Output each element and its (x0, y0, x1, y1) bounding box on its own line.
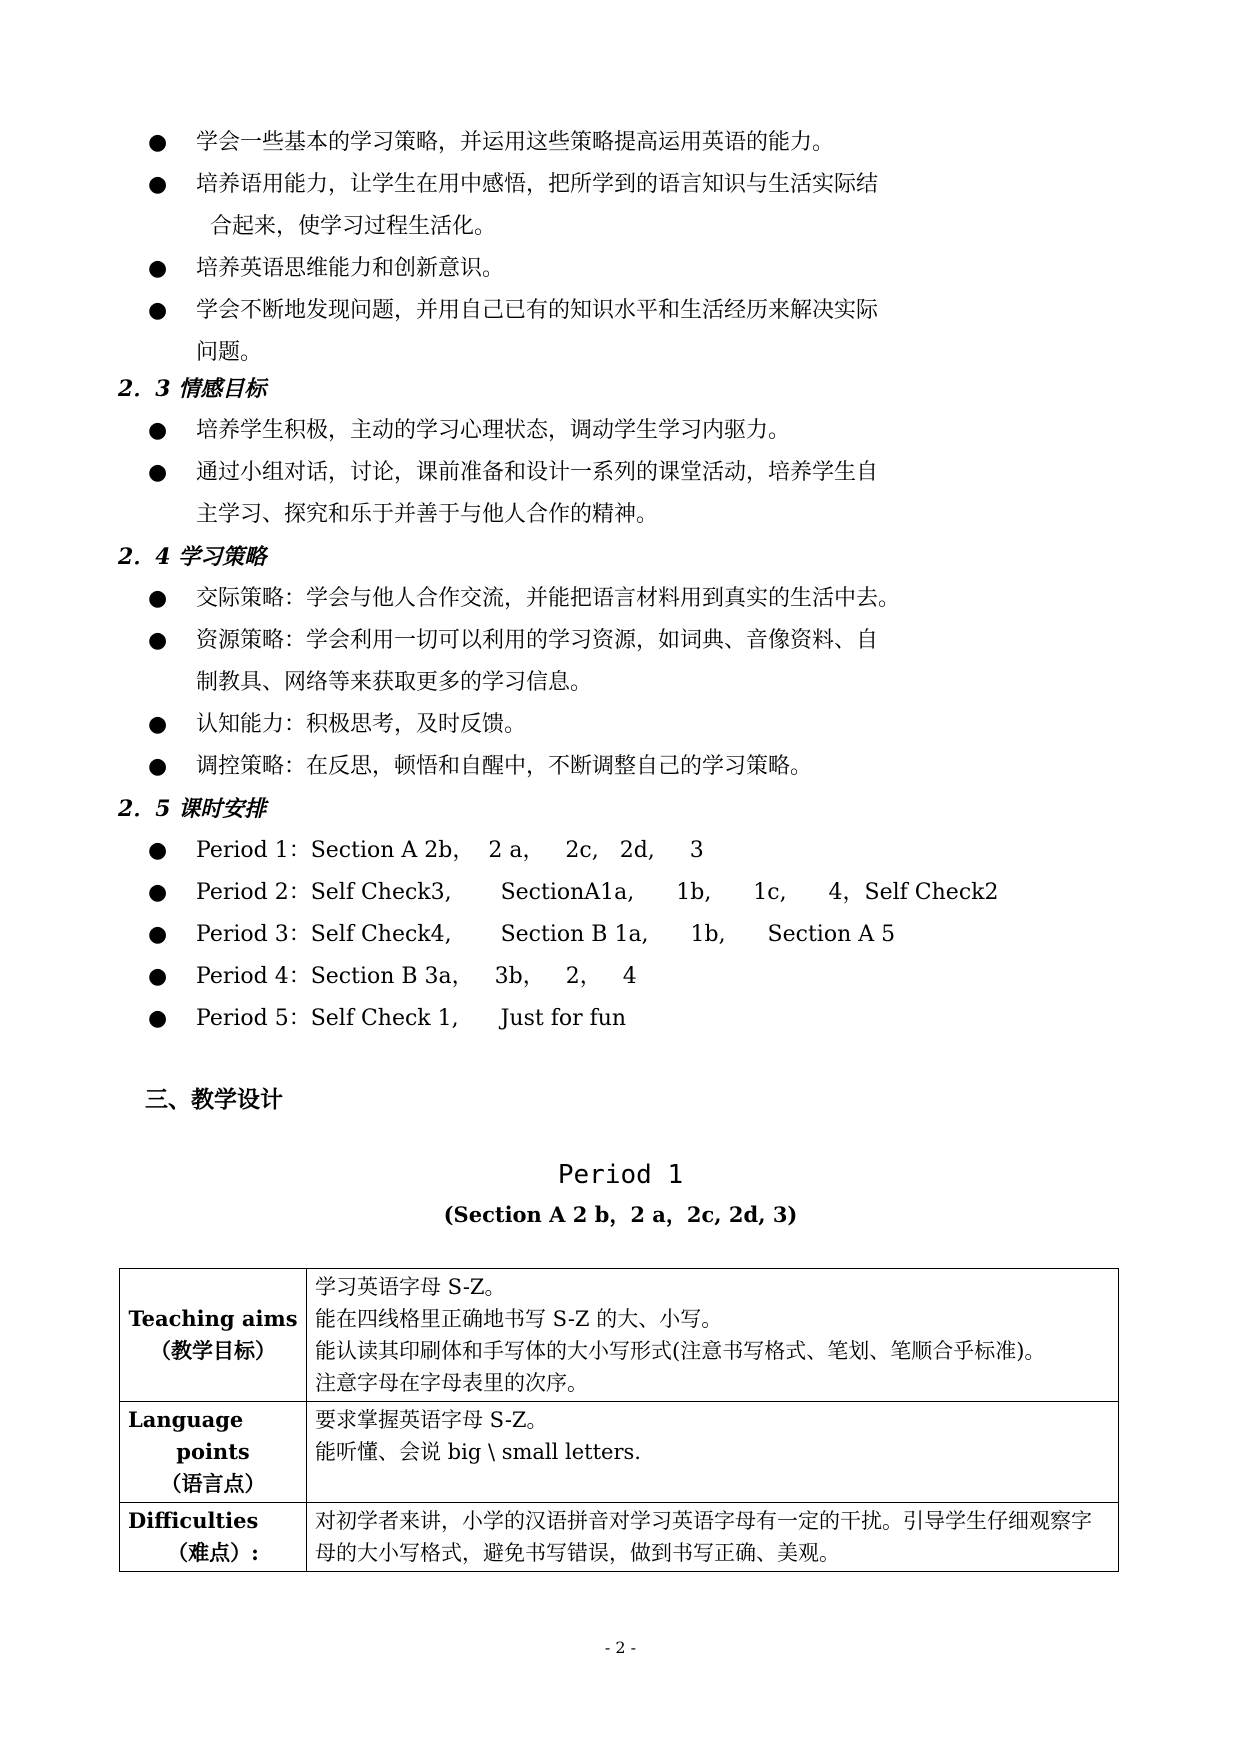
list-item (148, 872, 1008, 914)
list-item (148, 248, 1008, 290)
list-item (148, 704, 1008, 746)
list-item-text: 调控策略：在反思，顿悟和自醒中，不断调整自己的学习策略。 (196, 754, 813, 779)
list-item (148, 578, 1008, 620)
period-title: Period 1 (557, 1160, 684, 1190)
list-item-text: 认知能力：积极思考，及时反馈。 (196, 712, 527, 737)
list-item (148, 122, 1008, 164)
page-number: - 2 - (604, 1638, 637, 1657)
section-heading-3: 三、教学设计 (145, 1086, 283, 1113)
bullet-icon: ● (148, 298, 168, 323)
aims-label-cell (120, 1269, 307, 1402)
difficulties-label-zh: （难点）: (167, 1540, 259, 1565)
list-item-text: 培养语用能力，让学生在用中感悟，把所学到的语言知识与生活实际结 (196, 172, 879, 197)
language-label-zh: （语言点） (160, 1471, 266, 1496)
list-item-text-continued: 问题。 (196, 340, 263, 365)
bullet-icon: ● (148, 712, 168, 737)
list-item (148, 452, 1008, 536)
period-text: Period 3：Self Check4, Section B 1a, 1b, Section A 5 (196, 922, 896, 947)
aims-label-zh: （教学目标） (150, 1338, 276, 1363)
section-heading-2-4: 2．4 学习策略 (118, 544, 267, 570)
aims-line: 学习英语字母 S-Z。 (315, 1275, 506, 1299)
lesson-plan-table (119, 1268, 1119, 1572)
list-item (148, 620, 1008, 704)
period-text: Period 5：Self Check 1, Just for fun (196, 1006, 627, 1031)
bullet-icon: ● (148, 628, 168, 653)
bullet-icon: ● (148, 1006, 168, 1031)
period-text: Period 1：Section A 2b， 2 a， 2c, 2d, 3 (196, 838, 704, 863)
period-subtitle: (Section A 2 b，2 a，2c, 2d, 3) (443, 1202, 798, 1227)
aims-line: 能在四线格里正确地书写 S-Z 的大、小写。 (315, 1307, 723, 1331)
list-item-text: 通过小组对话，讨论，课前准备和设计一系列的课堂活动，培养学生自 (196, 460, 879, 485)
bullet-icon: ● (148, 754, 168, 779)
aims-content-cell (307, 1269, 1119, 1402)
list-item-text-continued: 制教具、网络等来获取更多的学习信息。 (196, 670, 593, 695)
list-item (148, 290, 1008, 374)
table-row (120, 1503, 1119, 1572)
bullet-icon: ● (148, 838, 168, 863)
bullet-icon: ● (148, 130, 168, 155)
bullet-icon: ● (148, 460, 168, 485)
list-item (148, 410, 1008, 452)
aims-label-en: Teaching aims (128, 1306, 298, 1331)
list-item (148, 746, 1008, 788)
list-item-text: 学会不断地发现问题，并用自己已有的知识水平和生活经历来解决实际 (196, 298, 879, 323)
bullet-list-2-4 (148, 578, 1008, 788)
language-content-cell (307, 1402, 1119, 1503)
difficulties-label-en: Difficulties (128, 1508, 259, 1533)
bullet-icon: ● (148, 922, 168, 947)
section-heading-2-5: 2．5 课时安排 (118, 796, 267, 822)
bullet-icon: ● (148, 172, 168, 197)
table-row (120, 1269, 1119, 1402)
list-item-text: 培养学生积极，主动的学习心理状态，调动学生学习内驱力。 (196, 418, 791, 443)
bullet-icon: ● (148, 880, 168, 905)
list-item-text: 交际策略：学会与他人合作交流，并能把语言材料用到真实的生活中去。 (196, 586, 901, 611)
aims-line: 能认读其印刷体和手写体的大小写形式(注意书写格式、笔划、笔顺合乎标准)。 (315, 1339, 1046, 1363)
bullet-list-top (148, 122, 1008, 374)
aims-line: 注意字母在字母表里的次序。 (315, 1371, 588, 1395)
language-line: 能听懂、会说 big \ small letters. (315, 1440, 641, 1464)
difficulties-text: 对初学者来讲，小学的汉语拼音对学习英语字母有一定的干扰。引导学生仔细观察字母的大小写格式，避免书写错误，做到书写正确、美观。 (315, 1509, 1092, 1565)
difficulties-label-cell (120, 1503, 307, 1572)
list-item-text-continued: 主学习、探究和乐于并善于与他人合作的精神。 (196, 502, 659, 527)
language-line: 要求掌握英语字母 S-Z。 (315, 1408, 548, 1432)
table-row (120, 1402, 1119, 1503)
list-item (148, 998, 1008, 1040)
list-item-text: 资源策略：学会利用一切可以利用的学习资源，如词典、音像资料、自 (196, 628, 879, 653)
bullet-list-2-3 (148, 410, 1008, 536)
period-text: Period 2：Self Check3, SectionA1a, 1b, 1c, 4，Self Check2 (196, 880, 999, 905)
bullet-icon: ● (148, 256, 168, 281)
list-item (148, 164, 1008, 248)
bullet-icon: ● (148, 964, 168, 989)
period-text: Period 4：Section B 3a， 3b， 2， 4 (196, 964, 637, 989)
bullet-icon: ● (148, 418, 168, 443)
period-schedule-list (148, 830, 1008, 1040)
list-item-text: 培养英语思维能力和创新意识。 (196, 256, 505, 281)
list-item-text-continued: 合起来，使学习过程生活化。 (210, 214, 497, 239)
list-item (148, 830, 1008, 872)
list-item-text: 学会一些基本的学习策略，并运用这些策略提高运用英语的能力。 (196, 130, 835, 155)
bullet-icon: ● (148, 586, 168, 611)
section-heading-2-3: 2．3 情感目标 (118, 376, 267, 402)
difficulties-content-cell (307, 1503, 1119, 1572)
language-label-1: Language (128, 1407, 244, 1432)
language-label-cell (120, 1402, 307, 1503)
list-item (148, 956, 1008, 998)
language-label-2: points (176, 1439, 250, 1464)
list-item (148, 914, 1008, 956)
